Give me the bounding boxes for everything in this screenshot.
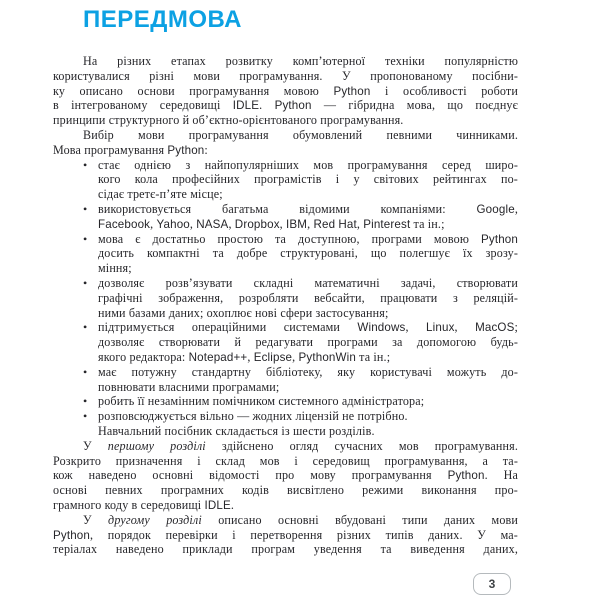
text-line: графічні зображення, розробляти вебсайти, працювати з реляцій-	[98, 290, 518, 305]
text-line: У першому розділі здійснено огляд сучасних мов програмування.	[83, 438, 518, 453]
latin-text: IDLE	[232, 99, 260, 113]
text-line: в інтегрованому середовищі IDLE. Python — гібридна мова, що поєднує	[53, 98, 518, 113]
text-line: • дозволяє розв’язувати складні математичні задачі, створювати	[83, 275, 518, 290]
text-line: повнювати власними програмами;	[98, 379, 280, 394]
text-line: • мова є достатньо простою та доступною, програми мовою Python	[83, 231, 518, 246]
latin-text: Python	[447, 469, 485, 483]
bullet-icon: •	[83, 157, 88, 172]
text-line: основі певних програмних кодів висвітлено режими виконання про-	[53, 483, 518, 498]
latin-text: Dropbox	[234, 217, 280, 231]
latin-text: Python	[481, 232, 518, 246]
text-line: користувалися різні мови програмування. У пропонованому посібни-	[53, 68, 518, 83]
text-line: Мова програмування Python:	[53, 142, 208, 157]
latin-text: Facebook	[98, 217, 151, 231]
text-line: На різних етапах розвитку комп’ютерної техніки популярністю	[83, 54, 518, 68]
text-line: Python, порядок перевірки і перетворення різних типів даних. У ма-	[53, 527, 518, 542]
latin-text: Python	[274, 99, 312, 113]
latin-text: Python	[333, 84, 371, 98]
text-line: кож наведено основні відомості про мову програмування Python. На	[53, 468, 518, 483]
text-line: теріалах наведено приклади програм уведення та виведення даних,	[53, 542, 518, 557]
text-line: дозволяє створювати й редагувати програми за допомогою будь-	[98, 335, 518, 350]
latin-text: Google	[476, 202, 515, 216]
text-line: досить компактні та добре структуровані, що полегшує їх зрозу-	[98, 246, 518, 261]
page-title: ПЕРЕДМОВА	[83, 6, 242, 33]
latin-text: Python	[167, 143, 205, 157]
preface-text	[53, 54, 518, 557]
text-line: кого кола професійних програмістів і у світових рейтингах по-	[98, 172, 518, 187]
bullet-icon: •	[83, 275, 88, 290]
latin-text: Yahoo	[156, 217, 190, 231]
latin-text: IDLE	[204, 498, 231, 512]
text-line: Розкрито призначення і склад мов і середовищ програмування, а та-	[53, 453, 518, 468]
text-line: Facebook, Yahoo, NASA, Dropbox, IBM, Red Hat, Pinterest та ін.;	[98, 216, 445, 231]
bullet-icon: •	[83, 201, 88, 216]
bullet-icon: •	[83, 394, 88, 409]
text-line: якого редактора: Notepad++, Eclipse, PythonWin та ін.;	[98, 349, 391, 364]
latin-text: IBM	[286, 217, 308, 231]
bullet-icon: •	[83, 364, 88, 379]
text-line: • стає однією з найпопулярніших мов програмування серед широ-	[83, 157, 518, 172]
text-line: Навчальний посібник складається із шести розділів.	[98, 423, 375, 438]
latin-text: NASA	[196, 217, 229, 231]
text-line: ними базами даних; охоплює нові сфери застосування;	[98, 305, 389, 320]
latin-text: MacOS	[475, 321, 515, 335]
text-line: • робить її незамінним помічником системного адміністратора;	[83, 394, 425, 409]
bullet-icon: •	[83, 231, 88, 246]
latin-text: Red	[313, 217, 336, 231]
text-line: • використовується багатьма відомими компаніями: Google,	[83, 201, 518, 216]
text-line: ку описано основи програмування мовою Python і особливості роботи	[53, 83, 518, 98]
latin-text: Windows	[357, 321, 406, 335]
page-number-badge	[473, 573, 511, 595]
text-line: • розповсюджується вільно — жодних ліцензій не потрібно.	[83, 409, 408, 424]
bullet-icon: •	[83, 409, 88, 424]
latin-text: Eclipse	[253, 350, 293, 364]
latin-text: Notepad++	[188, 350, 248, 364]
latin-text: Python	[53, 528, 90, 542]
text-line: грамного коду в середовищі IDLE.	[53, 497, 235, 512]
latin-text: Hat	[338, 217, 357, 231]
text-line: У другому розділі описано основні вбудовані типи даних мови	[83, 512, 519, 527]
latin-text: Linux	[426, 321, 455, 335]
text-line: • підтримується операційними системами Windows, Linux, MacOS;	[83, 320, 518, 335]
text-line: принципи структурного й об’єктно-орієнтованого програмування.	[53, 113, 404, 128]
text-line: міння;	[98, 261, 132, 276]
latin-text: Pinterest	[363, 217, 411, 231]
text-line: сідає третє-п’яте місце;	[98, 187, 223, 202]
page-number: 3	[488, 577, 496, 591]
latin-text: PythonWin	[298, 350, 356, 364]
text-line: Вибір мови програмування обумовлений певними чинниками.	[83, 127, 518, 142]
bullet-icon: •	[83, 320, 88, 335]
text-line: • має потужну стандартну бібліотеку, яку користувачі можуть до-	[83, 364, 518, 379]
